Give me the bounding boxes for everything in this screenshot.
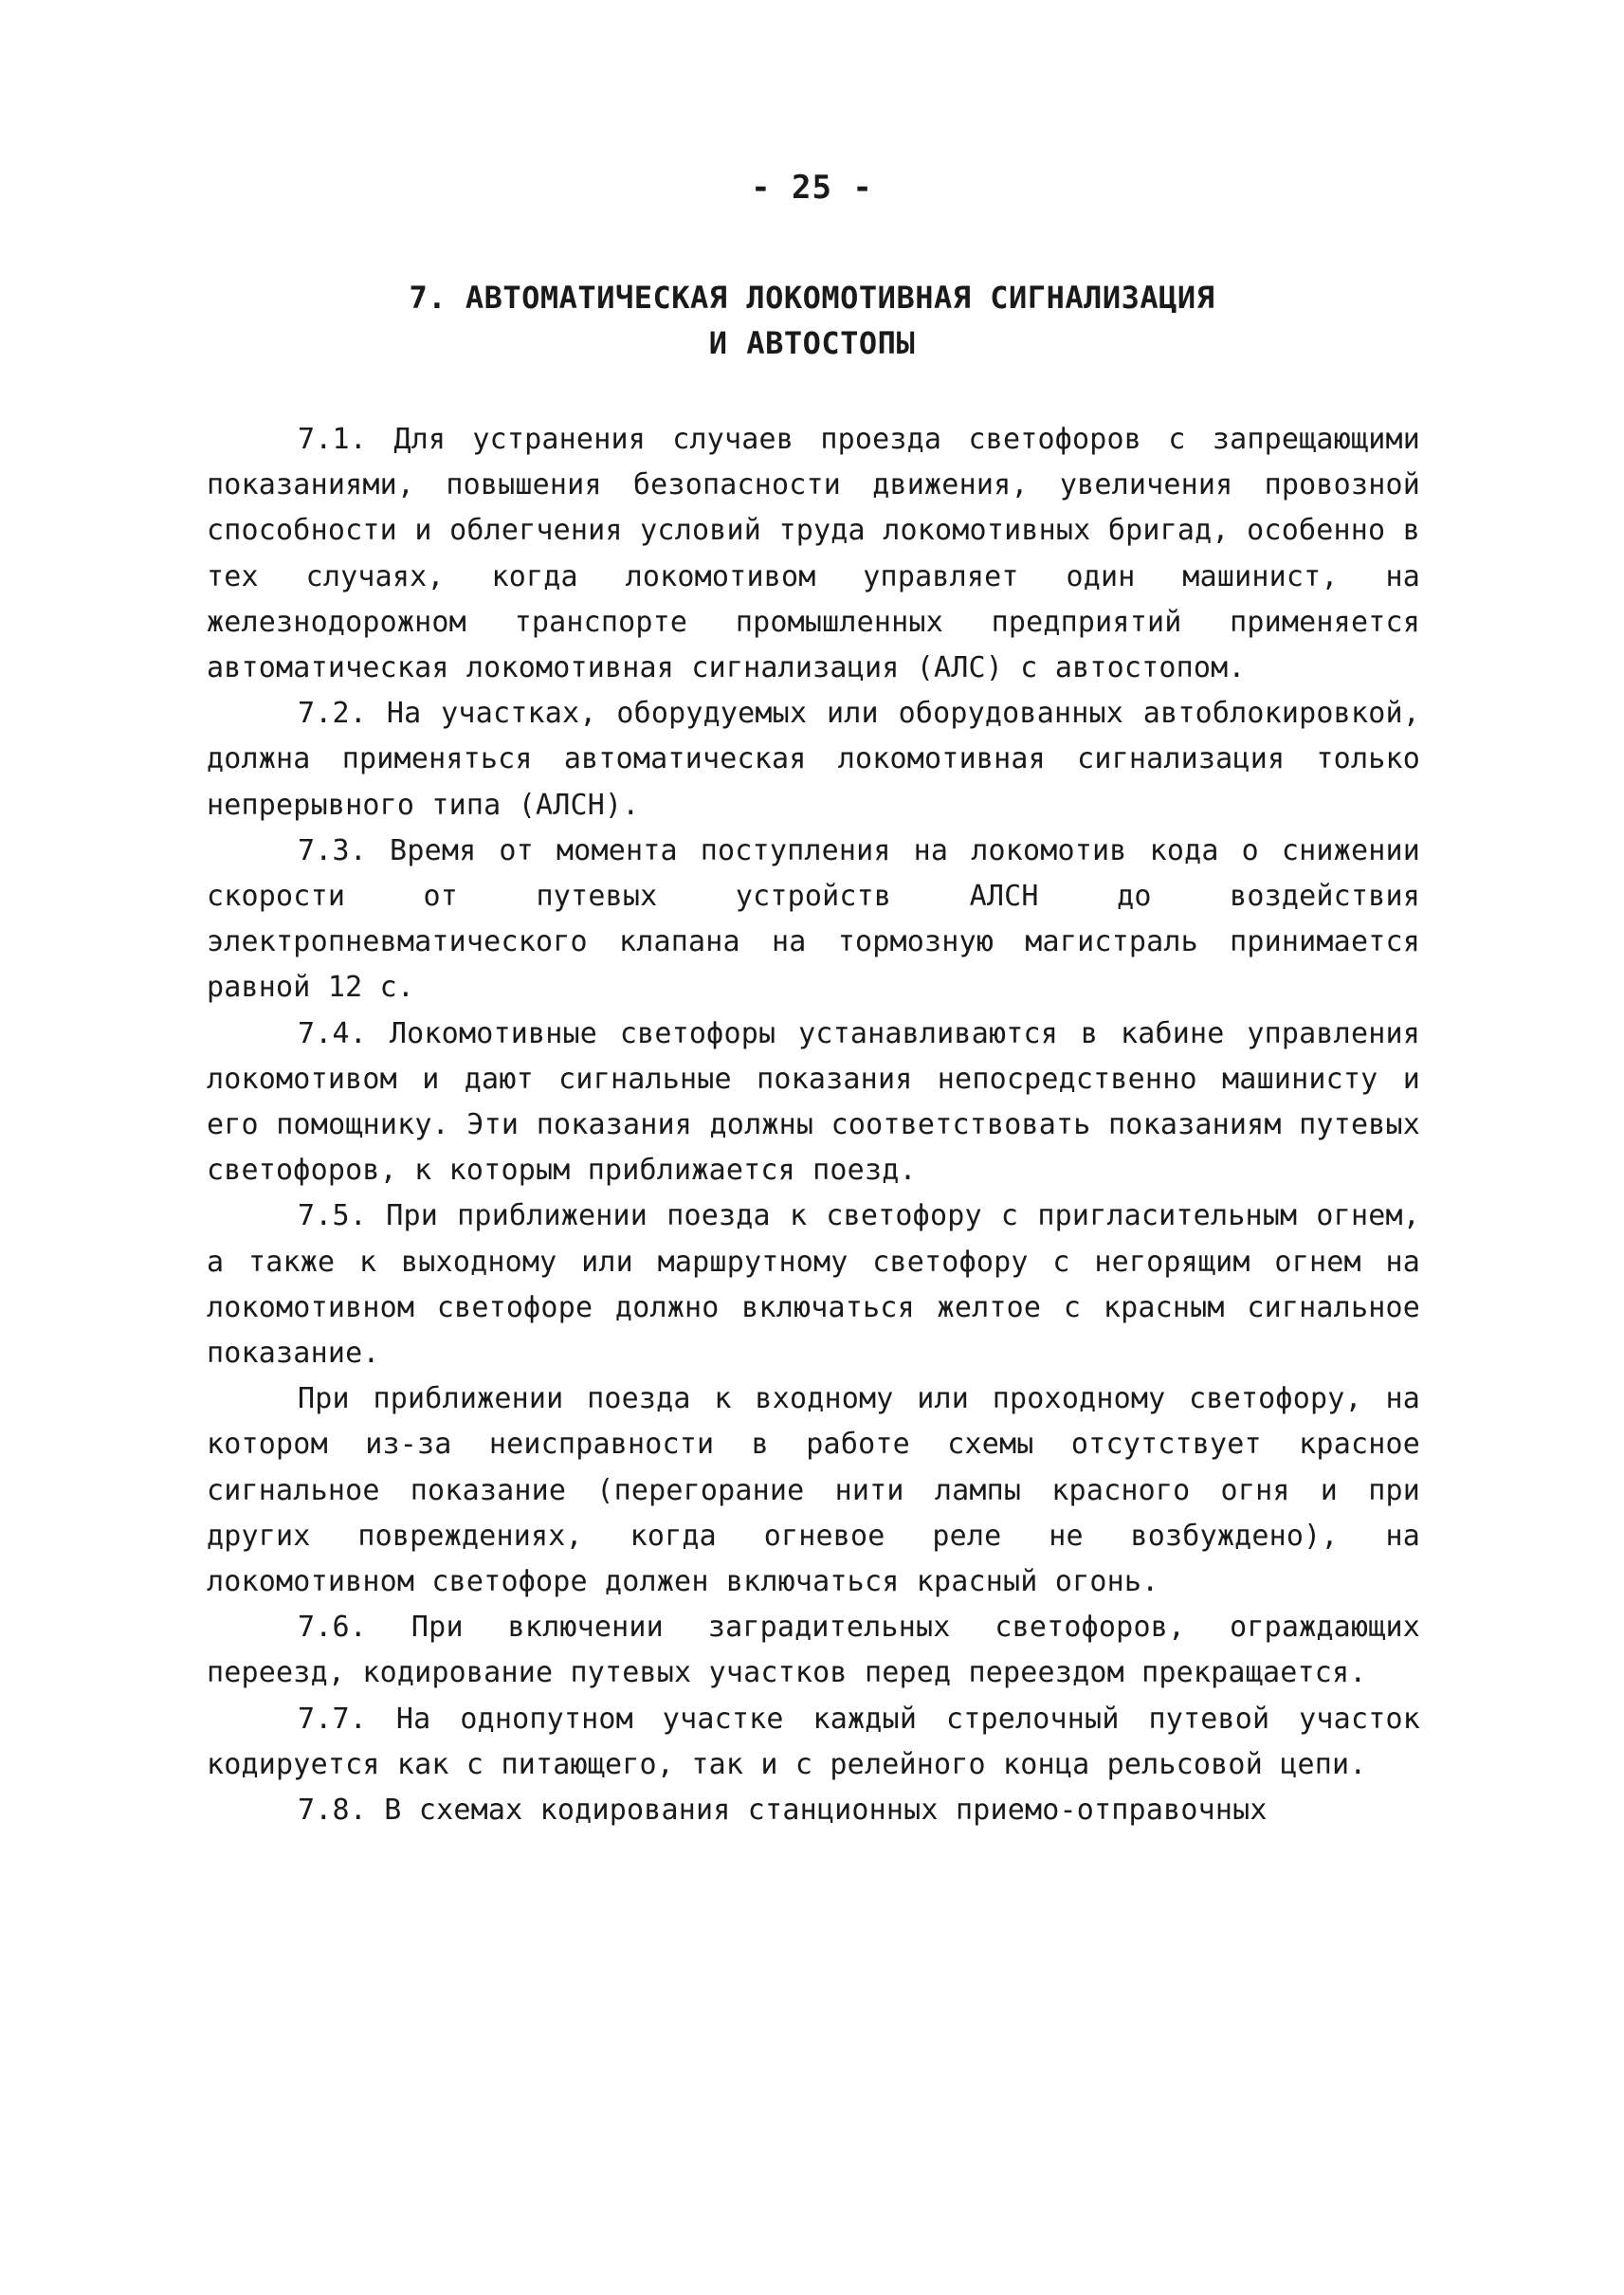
paragraph-7-1: 7.1. Для устранения случаев проезда светофоров с запрещающими показаниями, повышения безопасности движения, увеличения провозной способности и облегчения условий труда локомотивных бригад, особенно в тех случаях, когда локомотивом управляет один машинист, на железнодорожном транспорте промышленных предприятий применяется автоматическая локомотивная сигнализация (АЛС) с автостопом. [207, 423, 1420, 685]
paragraph-7-3: 7.3. Время от момента поступления на локомотив кода о снижении скорости от путевых устройств АЛСН до воздействия электропневматического клапана на тормозную магистраль принимается равной 12 с. [207, 833, 1420, 1005]
paragraph-7-8: 7.8. В схемах кодирования станционных приемо-отправочных [298, 1794, 1268, 1828]
paragraph-7-4: 7.4. Локомотивные светофоры устанавливаются в кабине управления локомотивом и дают сигнальные показания непосредственно машинисту и его помощнику. Эти показания должны соответствовать показаниям путевых светофоров, к которым приближается поезд. [207, 1016, 1420, 1188]
paragraph-7-5: 7.5. При приближении поезда к светофору с пригласительным огнем, а также к выходному или маршрутному светофору с негорящим огнем на локомотивном светофоре должно включаться желтое с красным сигнальное показание. [207, 1199, 1420, 1371]
paragraph-7-2: 7.2. На участках, оборудуемых или оборудованных автоблокировкой, должна применяться автоматическая локомотивная сигнализация только непрерывного типа (АЛСН). [207, 697, 1420, 822]
body-text [207, 417, 1420, 1833]
paragraph-7-6: 7.6. При включении заградительных светофоров, ограждающих переезд, кодирование путевых участков перед переездом прекращается. [207, 1611, 1420, 1690]
section-heading-line-2: И АВТОСТОПЫ [708, 325, 916, 361]
paragraph-7-7: 7.7. На однопутном участке каждый стрелочный путевой участок кодируется как с питающего, так и с релейного конца рельсовой цепи. [207, 1702, 1420, 1781]
section-heading-line-1: 7. АВТОМАТИЧЕСКАЯ ЛОКОМОТИВНАЯ СИГНАЛИЗАЦИЯ [409, 280, 1215, 316]
section-heading [0, 275, 1624, 366]
page-number: - 25 - [751, 169, 873, 207]
paragraph-7-5-continued: При приближении поезда к входному или проходному светофору, на котором из-за неисправности в работе схемы отсутствует красное сигнальное показание (перегорание нити лампы красного огня и при других повреждениях, когда огневое реле не возбуждено), на локомотивном светофоре должен включаться красный огонь. [207, 1382, 1420, 1599]
